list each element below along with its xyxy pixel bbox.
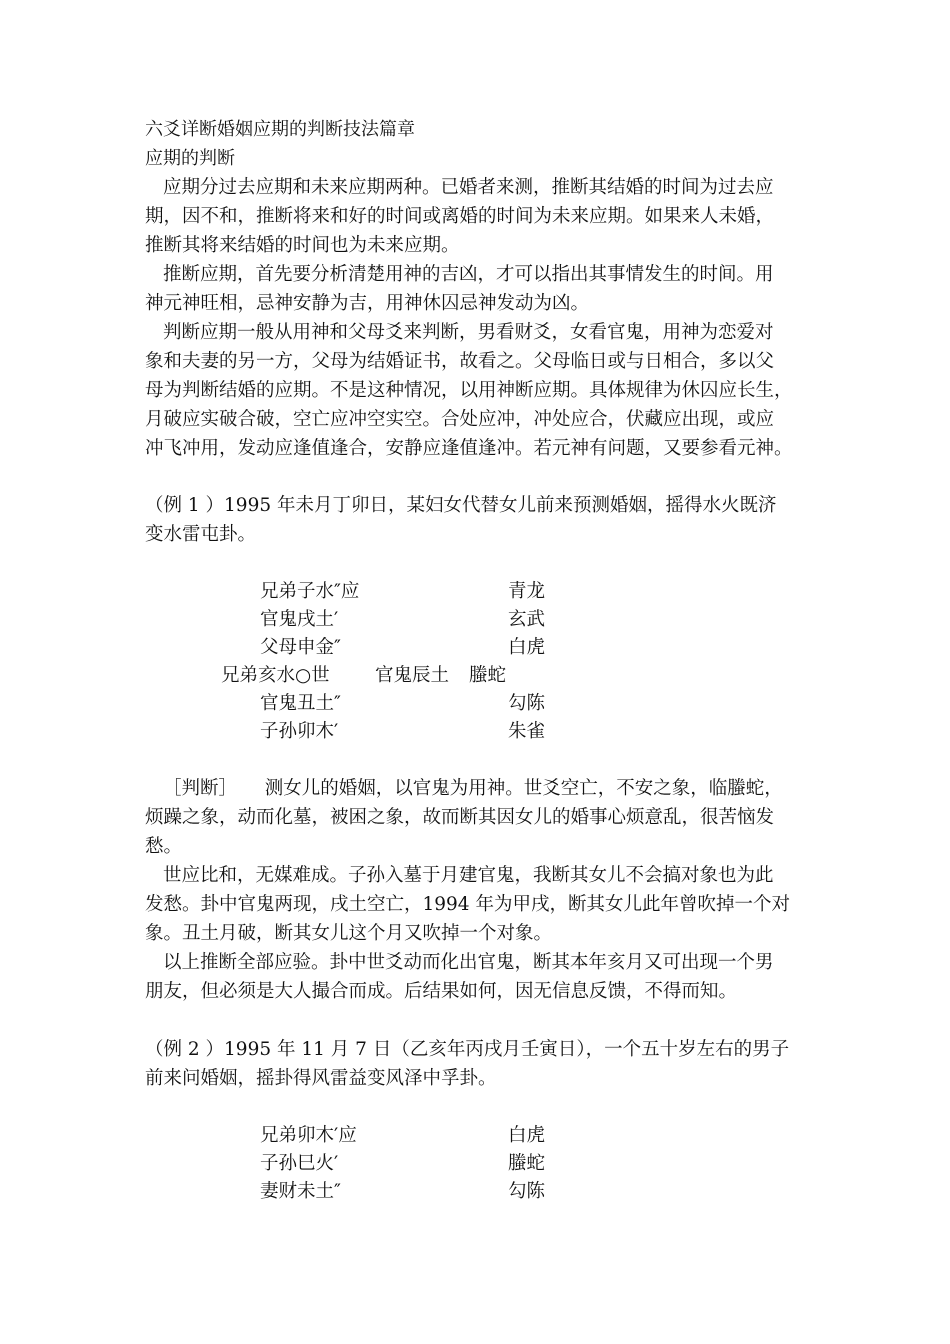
document-title: 六爻详断婚姻应期的判断技法篇章 — [145, 119, 415, 140]
gua-god: 螣蛇 — [469, 665, 507, 686]
example1-p2-line: 发愁。卦中官鬼两现，戌土空亡，1994 年为甲戌，断其女儿此年曾吹掉一个对 — [145, 894, 790, 915]
example1-p2-line: 象。丑土月破，断其女儿这个月又吹掉一个对象。 — [145, 923, 553, 944]
example1-judgment-line: ［判断］ 测女儿的婚姻，以官鬼为用神。世爻空亡，不安之象，临螣蛇， — [163, 778, 783, 799]
gua-yao: 子孙巳火′ — [260, 1153, 339, 1174]
example2-intro-line: 前来问婚姻，摇卦得风雷益变风泽中孚卦。 — [145, 1068, 497, 1089]
gua-yao: 父母申金″ — [260, 637, 341, 658]
gua-god: 白虎 — [508, 1125, 546, 1146]
example1-judgment-line: 愁。 — [145, 836, 183, 857]
intro-p3-line: 母为判断结婚的应期。不是这种情况，以用神断应期。具体规律为休囚应长生， — [145, 380, 793, 401]
gua-yao: 子孙卯木′ — [260, 721, 339, 742]
gua-yao: 官鬼戌土′ — [260, 609, 339, 630]
gua-yao: 兄弟子水″应 — [260, 581, 360, 602]
gua-change: 官鬼辰土 — [375, 665, 450, 686]
gua-god: 朱雀 — [508, 721, 546, 742]
gua-god: 勾陈 — [508, 1181, 546, 1202]
gua-god: 螣蛇 — [508, 1153, 546, 1174]
intro-p3-line: 冲飞冲用，发动应逢值逢合，安静应逢值逢冲。若元神有问题，又要参看元神。 — [145, 438, 793, 459]
intro-p1-line: 应期分过去应期和未来应期两种。已婚者来测，推断其结婚的时间为过去应 — [163, 177, 774, 198]
example1-p3-line: 以上推断全部应验。卦中世爻动而化出官鬼，断其本年亥月又可出现一个男 — [163, 952, 774, 973]
example1-judgment-line: 烦躁之象，动而化墓，被困之象，故而断其因女儿的婚事心烦意乱，很苦恼发 — [145, 807, 775, 828]
intro-p1-line: 期，因不和，推断将来和好的时间或离婚的时间为未来应期。如果来人未婚， — [145, 206, 775, 227]
gua-yao: 兄弟卯木′应 — [260, 1125, 357, 1146]
example2-intro-line: （例 2 ）1995 年 11 月 7 日（乙亥年丙戌月壬寅日），一个五十岁左右的男子 — [145, 1039, 790, 1060]
gua-yao: 官鬼丑土″ — [260, 693, 341, 714]
intro-p3-line: 象和夫妻的另一方，父母为结婚证书，故看之。父母临日或与日相合，多以父 — [145, 351, 775, 372]
gua-god: 勾陈 — [508, 693, 546, 714]
example1-intro-line: （例 1 ）1995 年未月丁卯日，某妇女代替女儿前来预测婚姻，摇得水火既济 — [145, 495, 777, 516]
gua-god: 白虎 — [508, 637, 546, 658]
section-heading: 应期的判断 — [145, 148, 235, 169]
example1-intro-line: 变水雷屯卦。 — [145, 524, 257, 545]
gua-yao: 兄弟亥水○世 — [221, 665, 330, 686]
intro-p2-line: 推断应期，首先要分析清楚用神的吉凶，才可以指出其事情发生的时间。用 — [163, 264, 774, 285]
gua-god: 青龙 — [508, 581, 546, 602]
example1-p2-line: 世应比和，无媒难成。子孙入墓于月建官鬼，我断其女儿不会搞对象也为此 — [163, 865, 774, 886]
example1-p3-line: 朋友，但必须是大人撮合而成。后结果如何，因无信息反馈，不得而知。 — [145, 981, 738, 1002]
intro-p1-line: 推断其将来结婚的时间也为未来应期。 — [145, 235, 460, 256]
intro-p3-line: 月破应实破合破，空亡应冲空实空。合处应冲，冲处应合，伏藏应出现，或应 — [145, 409, 775, 430]
intro-p2-line: 神元神旺相，忌神安静为吉，用神休囚忌神发动为凶。 — [145, 293, 590, 314]
intro-p3-line: 判断应期一般从用神和父母爻来判断，男看财爻，女看官鬼，用神为恋爱对 — [163, 322, 774, 343]
gua-god: 玄武 — [508, 609, 546, 630]
gua-yao: 妻财未土″ — [260, 1181, 341, 1202]
